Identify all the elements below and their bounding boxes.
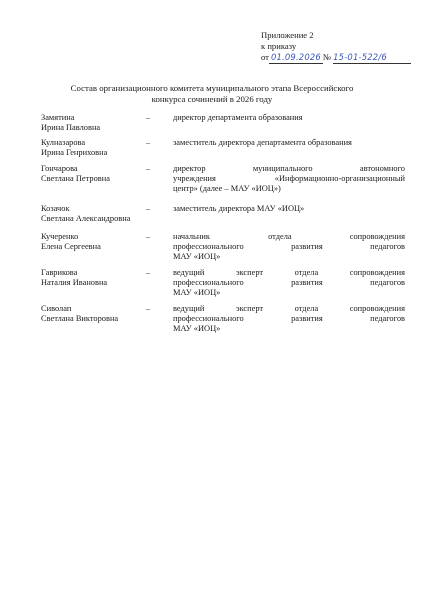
appendix-line-2: к приказу [261, 41, 297, 51]
committee-member [41, 138, 405, 160]
appendix-line-1: Приложение 2 [261, 30, 314, 40]
member-name [41, 204, 161, 224]
member-role [173, 304, 405, 335]
member-surname: Козачок [41, 204, 70, 213]
member-role-line: заместитель директора департамента образования [173, 138, 352, 147]
member-role-line: начальник отдела сопровождения [173, 232, 405, 241]
member-surname: Кучеренко [41, 232, 79, 241]
committee-member [41, 113, 405, 135]
order-number-handwritten: 15-01-522/6 [333, 52, 411, 64]
member-role-line: профессионального развития педагогов [173, 314, 405, 324]
member-role-line: заместитель директора МАУ «ИОЦ» [173, 204, 305, 213]
appendix-header [261, 30, 411, 64]
committee-member [41, 204, 405, 228]
document-title [40, 83, 384, 104]
member-name [41, 232, 161, 252]
member-role-line: МАУ «ИОЦ» [173, 252, 221, 262]
member-given-names: Наталия Ивановна [41, 278, 108, 288]
member-role [173, 268, 405, 299]
member-surname: Гончарова [41, 164, 78, 173]
member-given-names: Ирина Павловна [41, 123, 101, 133]
order-reference [261, 52, 411, 64]
order-from-label: от [261, 52, 269, 62]
member-role-line: директор департамента образования [173, 113, 303, 122]
dash-separator: – [146, 138, 151, 147]
member-name [41, 138, 161, 158]
order-date-handwritten: 01.09.2026 [269, 52, 323, 64]
document-title-line-1: Состав организационного комитета муниципального этапа Всероссийского [70, 83, 354, 93]
dash-separator: – [146, 113, 151, 122]
dash-separator: – [146, 164, 151, 173]
order-number-label: № [322, 52, 332, 62]
member-role [173, 138, 405, 148]
member-surname: Кулназарова [41, 138, 86, 147]
member-surname: Сиволап [41, 304, 72, 313]
dash-separator: – [146, 232, 151, 241]
member-given-names: Елена Сергеевна [41, 242, 101, 252]
member-given-names: Светлана Викторовна [41, 314, 119, 324]
member-role-line: профессионального развития педагогов [173, 278, 405, 288]
member-name [41, 164, 161, 184]
member-role-line: профессионального развития педагогов [173, 242, 405, 252]
committee-member [41, 232, 405, 264]
member-role [173, 232, 405, 263]
member-role [173, 113, 405, 123]
committee-member [41, 304, 405, 336]
member-name [41, 113, 161, 133]
member-surname: Замятина [41, 113, 75, 122]
member-role-line: центр» (далее – МАУ «ИОЦ») [173, 184, 281, 194]
member-role-line: МАУ «ИОЦ» [173, 324, 221, 334]
member-role-line: учреждения «Информационно-организационный [173, 174, 405, 184]
member-given-names: Светлана Петровна [41, 174, 110, 184]
member-role-line: МАУ «ИОЦ» [173, 288, 221, 298]
member-role [173, 204, 405, 214]
dash-separator: – [146, 204, 151, 213]
dash-separator: – [146, 304, 151, 313]
member-surname: Гаврикова [41, 268, 78, 277]
member-role-line: ведущий эксперт отдела сопровождения [173, 268, 405, 277]
committee-member [41, 164, 405, 200]
committee-member [41, 268, 405, 300]
member-role-line: директор муниципального автономного [173, 164, 405, 173]
member-name [41, 304, 161, 324]
member-name [41, 268, 161, 288]
member-role-line: ведущий эксперт отдела сопровождения [173, 304, 405, 313]
member-role [173, 164, 405, 195]
document-title-line-2: конкурса сочинений в 2026 году [151, 93, 273, 104]
dash-separator: – [146, 268, 151, 277]
member-given-names: Ирина Генриховна [41, 148, 108, 158]
member-given-names: Светлана Александровна [41, 214, 131, 224]
